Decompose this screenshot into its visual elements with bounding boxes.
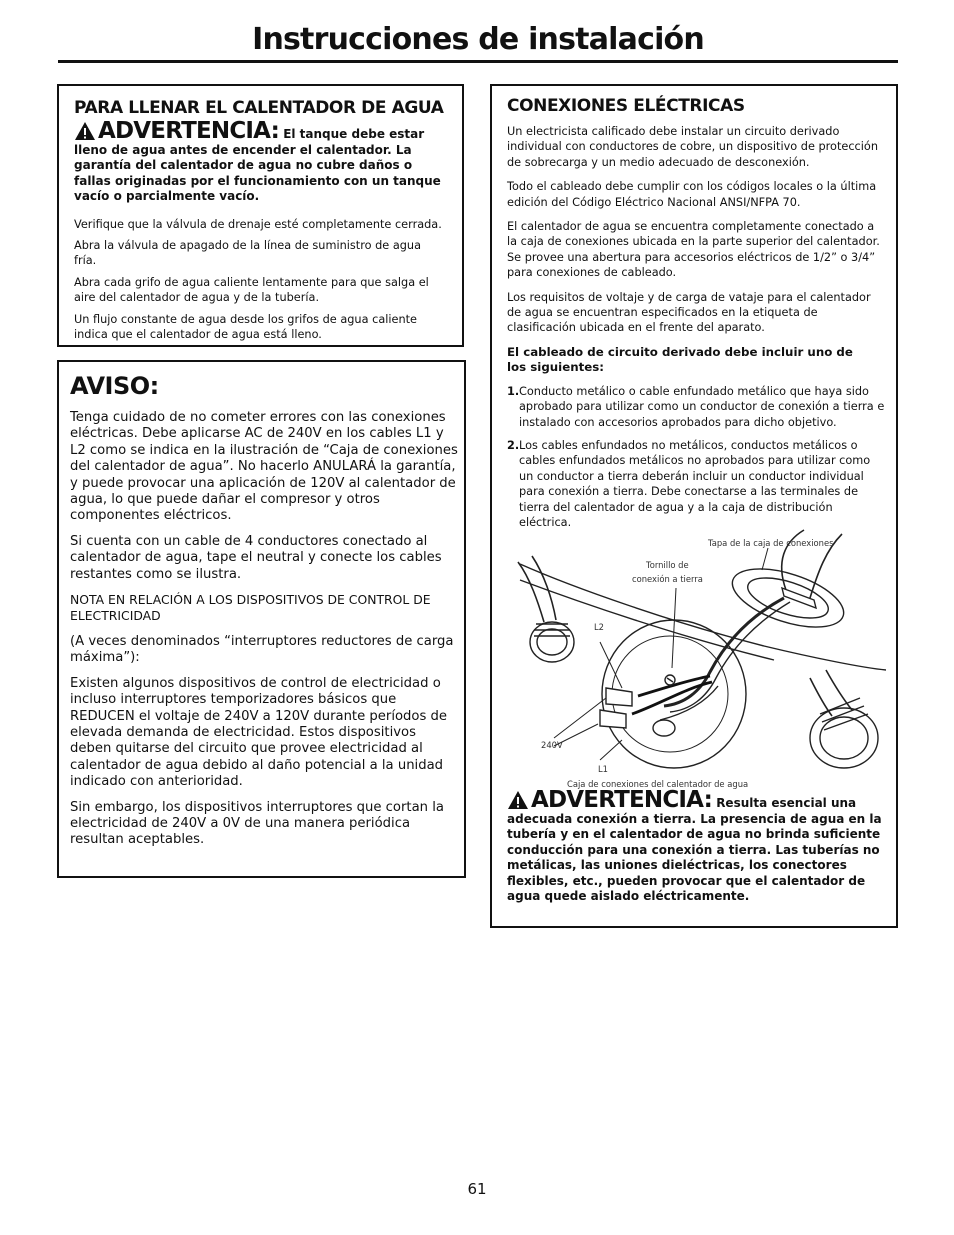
- aviso-paragraph: Existen algunos dispositivos de control de electricidad o incluso interruptores temporizadores básicos que REDUCEN el voltaje de 240V a 120V durante períodos de elevada demanda de electricidad. Estos dispositivos deben quitarse del circuito que provee electricidad al calentador de agua debido al daño potencial a la unidad indicado con anterioridad.: [70, 675, 448, 790]
- aviso-paragraph: Sin embargo, los dispositivos interruptores que cortan la electricidad de 240V a 0V de una manera periódica resultan aceptables.: [70, 799, 444, 848]
- electrical-paragraph: Los requisitos de voltaje y de carga de vataje para el calentador de agua se encuentran especificados en la etiqueta de clasificación ubicada en el frente del aparato.: [507, 290, 871, 335]
- aviso-paragraph: Tenga cuidado de no cometer errores con las conexiones eléctricas. Debe aplicarse AC de 240V en los cables L1 y L2 como se indica en la ilustración de “Caja de conexiones del calentador de agua”. No hacerlo ANULARÁ la garantía, y puede provocar una aplicación de 120V al calentador de agua, lo que puede dañar el compresor y otros componentes eléctricos.: [70, 410, 458, 524]
- aviso-note-heading: NOTA EN RELACIÓN A LOS DISPOSITIVOS DE CONTROL DE ELECTRICIDAD: [70, 592, 431, 624]
- fill-heater-box: [57, 84, 464, 347]
- fill-warning-text: El tanque debe estar lleno de agua antes de encender el calentador. La garantía del calentador de agua no cubre daños o fallas originadas por el funcionamiento con un tanque vacío o parcialmente vacío.: [74, 127, 441, 203]
- fill-step: Un flujo constante de agua desde los grifos de agua caliente indica que el calentador de agua está lleno.: [74, 312, 418, 341]
- electrical-paragraph: Todo el cableado debe cumplir con los códigos locales o la última edición del Código Eléctrico Nacional ANSI/NFPA 70.: [507, 180, 877, 209]
- aviso-title: AVISO:: [70, 372, 159, 400]
- page-title: Instrucciones de instalación: [252, 22, 704, 57]
- aviso-paragraph: Si cuenta con un cable de 4 conductores conectado al calentador de agua, tape el neutral y conecte los cables restantes como se ilustra.: [70, 533, 442, 582]
- title-divider: [58, 60, 898, 63]
- grounding-warning: [507, 787, 885, 905]
- wiring-requirements-intro: El cableado de circuito derivado debe incluir uno de los siguientes:: [507, 344, 853, 375]
- electrical-box: [490, 84, 898, 928]
- list-item-number: 1.: [507, 384, 520, 398]
- heater-top-illustration: [518, 530, 886, 768]
- page-number: 61: [467, 1180, 487, 1198]
- fill-step: Abra cada grifo de agua caliente lentamente para que salga el aire del calentador de agua y de la tubería.: [74, 275, 429, 305]
- label-240v: 240V: [541, 740, 563, 750]
- label-ground-screw-1: Tornillo de: [646, 560, 689, 570]
- fill-warning: [74, 118, 446, 205]
- fill-step: Abra la válvula de apagado de la línea de suministro de agua fría.: [74, 238, 422, 268]
- list-item-text: Los cables enfundados no metálicos, conductos metálicos o cables enfundados metálicos no aprobados para utilizar como un conductor a tierra deberán incluir un conductor individual para conexión a tierra. Debe conectarse a las terminales de tierra del calentador de agua y a la caja de distribución eléctrica.: [519, 438, 871, 529]
- warning-icon: [74, 121, 96, 141]
- wiring-options-list: [507, 384, 886, 531]
- aviso-box: [57, 360, 466, 878]
- fill-warning-label: ADVERTENCIA:: [98, 118, 279, 144]
- warning-icon: [507, 790, 529, 810]
- electrical-paragraph: El calentador de agua se encuentra completamente conectado a la caja de conexiones ubicada en la parte superior del calentador. Se provee una abertura para accesorios eléctricos de 1/2” o 3/4” para conexiones de cableado.: [507, 220, 880, 280]
- fill-step: Verifique que la válvula de drenaje esté completamente cerrada.: [74, 217, 442, 231]
- label-ground-screw-2: conexión a tierra: [632, 574, 703, 584]
- label-l2: L2: [594, 622, 604, 632]
- electrical-paragraph: Un electricista calificado debe instalar un circuito derivado individual con conductores de cobre, un dispositivo de protección de sobrecarga y un medio adecuado de desconexión.: [507, 125, 878, 169]
- aviso-paragraph: (A veces denominados “interruptores reductores de carga máxima”):: [70, 633, 454, 666]
- label-l1: L1: [598, 764, 608, 774]
- list-item-number: 2.: [507, 438, 520, 452]
- junction-box-diagram: [514, 528, 886, 790]
- grounding-warning-label: ADVERTENCIA:: [531, 787, 712, 813]
- fill-steps: [74, 217, 446, 343]
- electrical-heading: CONEXIONES ELÉCTRICAS: [507, 96, 745, 116]
- label-cover: Tapa de la caja de conexiones: [708, 538, 834, 548]
- diagram-caption: Caja de conexiones del calentador de agua: [567, 779, 749, 789]
- grounding-warning-text: Resulta esencial una adecuada conexión a tierra. La presencia de agua en la tubería y en el calentador de agua no brinda suficiente conducción para una conexión a tierra. Las tuberías no metálicas, las uniones dieléctricas, los conectores flexibles, etc., pueden provocar que el calentador de agua quede aislado eléctricamente.: [507, 796, 882, 903]
- list-item: [507, 384, 886, 430]
- list-item-text: Conducto metálico o cable enfundado metálico que haya sido aprobado para utilizar como un conductor de conexión a tierra e instalado con accesorios aprobados para dicho objetivo.: [519, 384, 885, 429]
- list-item: [507, 438, 886, 530]
- fill-heater-heading: PARA LLENAR EL CALENTADOR DE AGUA: [74, 98, 444, 118]
